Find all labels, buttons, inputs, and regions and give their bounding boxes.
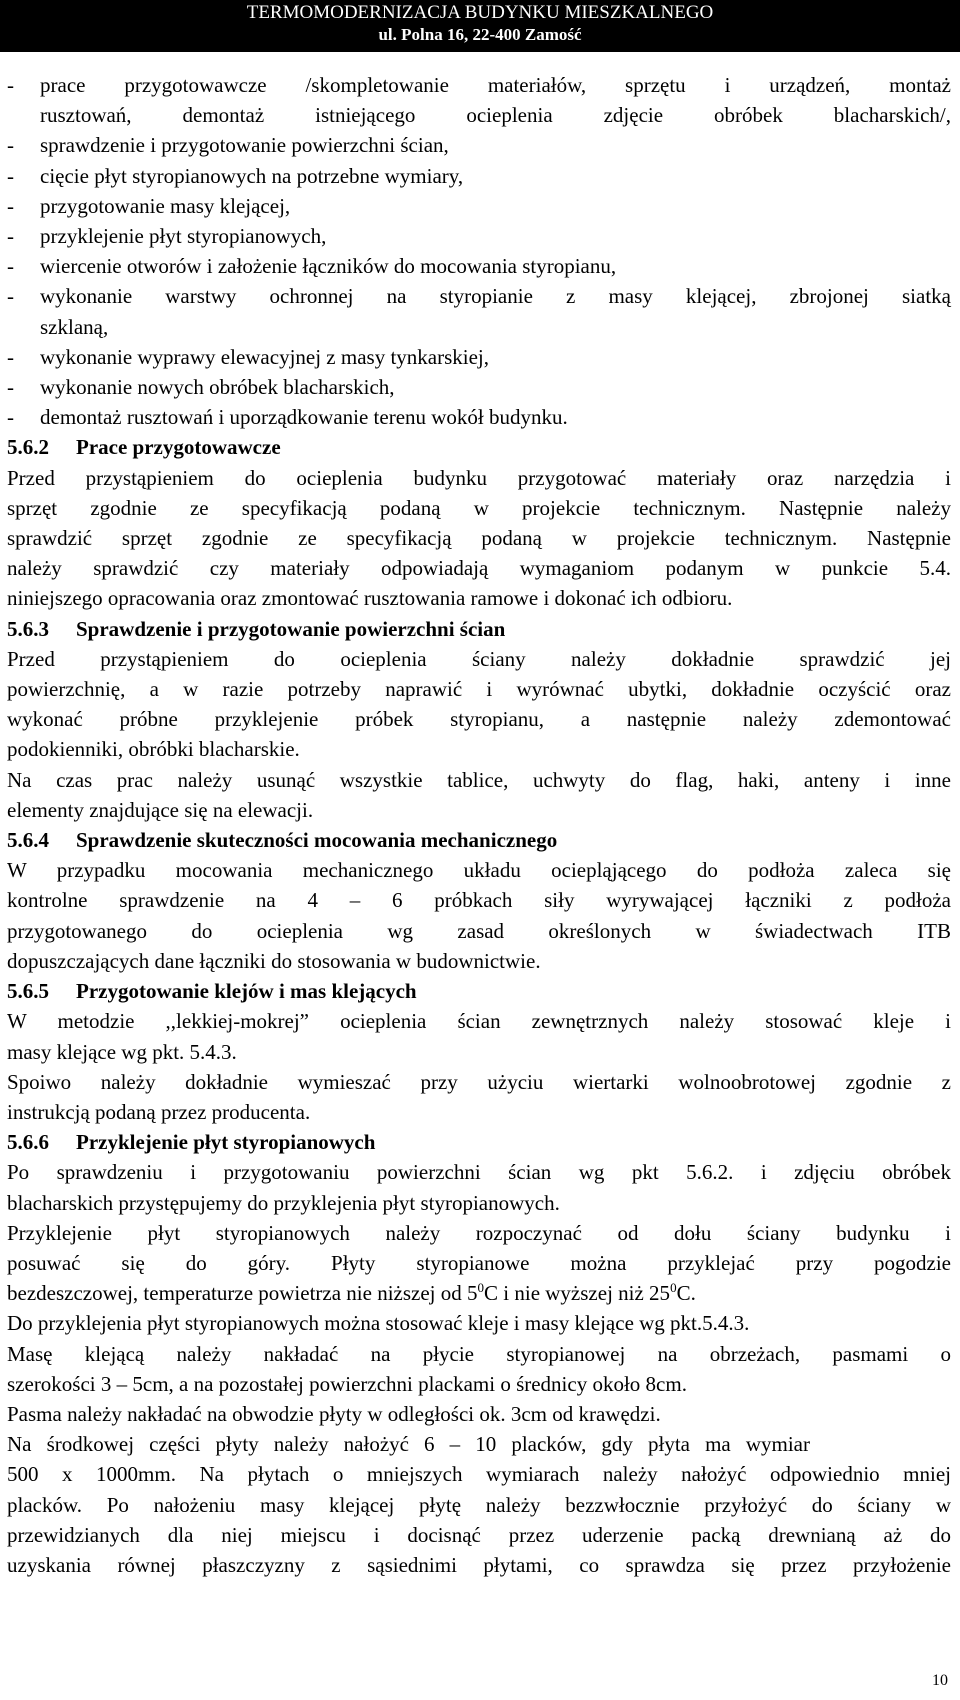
paragraph-line: W przypadku mocowania mechanicznego układu ociepląjącego do podłoża zaleca się: [7, 858, 951, 883]
paragraph-line: uzyskania równej płaszczyzny z sąsiednimi płytami, co sprawdza się przez przyłożenie: [7, 1552, 951, 1577]
document-body: [7, 70, 951, 1580]
section-heading: [7, 432, 951, 462]
section-number: 5.6.4: [7, 828, 49, 853]
section-title: Przygotowanie klejów i mas klejących: [76, 979, 417, 1004]
paragraph-line: wykonać próbne przyklejenie próbek styropianu, a następnie należy zdemontować: [7, 707, 951, 732]
paragraph-line: szerokości 3 – 5cm, a na pozostałej powierzchni plackami o średnicy około 8cm.: [7, 1371, 687, 1396]
section-heading: [7, 614, 951, 644]
section-heading: [7, 976, 951, 1006]
section-number: 5.6.6: [7, 1130, 49, 1155]
list-item: - wiercenie otworów i założenie łączników do mocowania styropianu,: [7, 254, 617, 279]
header-address: ul. Polna 16, 22-400 Zamość: [378, 25, 582, 44]
paragraph-line: podokienniki, obróbki blacharskie.: [7, 737, 300, 762]
paragraph-line: Na środkowej części płyty należy nałożyć 6 – 10 placków, gdy płyta ma wymiar: [7, 1432, 810, 1457]
section-title: Prace przygotowawcze: [76, 435, 281, 460]
list-item: - przyklejenie płyt styropianowych,: [7, 224, 327, 249]
list-item: - prace przygotowawcze /skompletowanie materiałów, sprzętu i urządzeń, montaż: [7, 73, 951, 97]
section-number: 5.6.2: [7, 435, 49, 460]
paragraph-line: Na czas prac należy usunąć wszystkie tablice, uchwyty do flag, haki, anteny i inne: [7, 767, 951, 792]
paragraph-line: dopuszczających dane łączniki do stosowania w budownictwie.: [7, 948, 541, 973]
paragraph-line: przewidzianych dla niej miejscu i docisnąć przez uderzenie packą drewnianą aż do: [7, 1522, 951, 1547]
section-number: 5.6.5: [7, 979, 49, 1004]
list-item: - wykonanie nowych obróbek blacharskich,: [7, 375, 395, 400]
paragraph-line: 500 x 1000mm. Na płytach o mniejszych wymiarach należy nałożyć odpowiednio mniej: [7, 1462, 951, 1487]
header-title: TERMOMODERNIZACJA BUDYNKU MIESZKALNEGO: [246, 2, 714, 23]
paragraph-line: sprzęt zgodnie ze specyfikacją podaną w projekcie technicznym. Następnie należy: [7, 495, 951, 520]
paragraph-line: Przed przystąpieniem do ocieplenia ściany należy dokładnie sprawdzić jej: [7, 646, 951, 671]
list-item: - sprawdzenie i przygotowanie powierzchni ścian,: [7, 133, 449, 158]
section-title: Przyklejenie płyt styropianowych: [76, 1130, 376, 1155]
paragraph-line: niniejszego opracowania oraz zmontować rusztowania ramowe i dokonać ich odbioru.: [7, 586, 733, 611]
section-heading: [7, 1127, 951, 1157]
list-item: - wykonanie wyprawy elewacyjnej z masy tynkarskiej,: [7, 344, 490, 369]
list-item-continuation: szklaną,: [40, 314, 109, 339]
paragraph-line: elementy znajdujące się na elewacji.: [7, 797, 314, 822]
paragraph-line: Przyklejenie płyt styropianowych należy rozpoczynać od dołu ściany budynku i: [7, 1220, 951, 1245]
paragraph-line: Przed przystąpieniem do ocieplenia budynku przygotować materiały oraz narzędzia i: [7, 465, 951, 490]
section-title: Sprawdzenie skuteczności mocowania mechanicznego: [76, 828, 558, 853]
list-item: - demontaż rusztowań i uporządkowanie terenu wokół budynku.: [7, 405, 568, 430]
list-item: - przygotowanie masy klejącej,: [7, 193, 291, 218]
paragraph-line: Spoiwo należy dokładnie wymieszać przy użyciu wiertarki wolnoobrotowej zgodnie z: [7, 1069, 951, 1094]
section-heading: [7, 825, 951, 855]
paragraph-line: masy klejące wg pkt. 5.4.3.: [7, 1039, 237, 1064]
paragraph-line: blacharskich przystępujemy do przyklejenia płyt styropianowych.: [7, 1190, 560, 1215]
page-number: 10: [932, 1672, 948, 1689]
paragraph-line: Do przyklejenia płyt styropianowych można stosować kleje i masy klejące wg pkt.5.4.3.: [7, 1311, 750, 1336]
degree-superscript: 0: [670, 1280, 677, 1296]
list-item: - cięcie płyt styropianowych na potrzebne wymiary,: [7, 163, 464, 188]
paragraph-line: Pasma należy nakładać na obwodzie płyty w odległości ok. 3cm od krawędzi.: [7, 1401, 661, 1426]
paragraph-line: Masę klejącą należy nakładać na płycie styropianowej na obrzeżach, pasmami o: [7, 1341, 951, 1366]
paragraph-line: instrukcją podaną przez producenta.: [7, 1099, 311, 1124]
section-title: Sprawdzenie i przygotowanie powierzchni ścian: [76, 616, 506, 641]
degree-superscript: 0: [477, 1280, 485, 1296]
paragraph-line: powierzchnię, a w razie potrzeby naprawić i wyrównać ubytki, dokładnie oczyścić oraz: [7, 677, 951, 702]
paragraph-line: należy sprawdzić czy materiały odpowiadają wymaganiom podanym w punkcie 5.4.: [7, 556, 951, 581]
paragraph-line: Po sprawdzeniu i przygotowaniu powierzchni ścian wg pkt 5.6.2. i zdjęciu obróbek: [7, 1160, 951, 1185]
section-number: 5.6.3: [7, 616, 49, 641]
paragraph-line: placków. Po nałożeniu masy klejącej płytę należy bezzwłocznie przyłożyć do ściany w: [7, 1492, 951, 1517]
paragraph-line: W metodzie ,,lekkiej-mokrej” ocieplenia ścian zewnętrznych należy stosować kleje i: [7, 1009, 951, 1034]
list-item-continuation: rusztowań, demontaż istniejącego ocieplenia zdjęcie obróbek blacharskich/,: [40, 103, 951, 128]
paragraph-line: kontrolne sprawdzenie na 4 – 6 próbkach siły wyrywającej łączniki z podłoża: [7, 888, 951, 913]
list-item: - wykonanie warstwy ochronnej na styropianie z masy klejącej, zbrojonej siatką: [7, 284, 951, 309]
document-header: [0, 0, 960, 52]
paragraph-line: posuwać się do góry. Płyty styropianowe można przyklejać przy pogodzie: [7, 1250, 951, 1275]
paragraph-line: sprawdzić sprzęt zgodnie ze specyfikacją podaną w projekcie technicznym. Następnie: [7, 526, 951, 551]
paragraph-line: przygotowanego do ocieplenia wg zasad określonych w świadectwach ITB: [7, 918, 951, 943]
paragraph-line: bezdeszczowej, temperaturze powietrza nie niższej od $5^0C$ i nie wyższej niż $25^0C$.: [7, 1280, 696, 1306]
